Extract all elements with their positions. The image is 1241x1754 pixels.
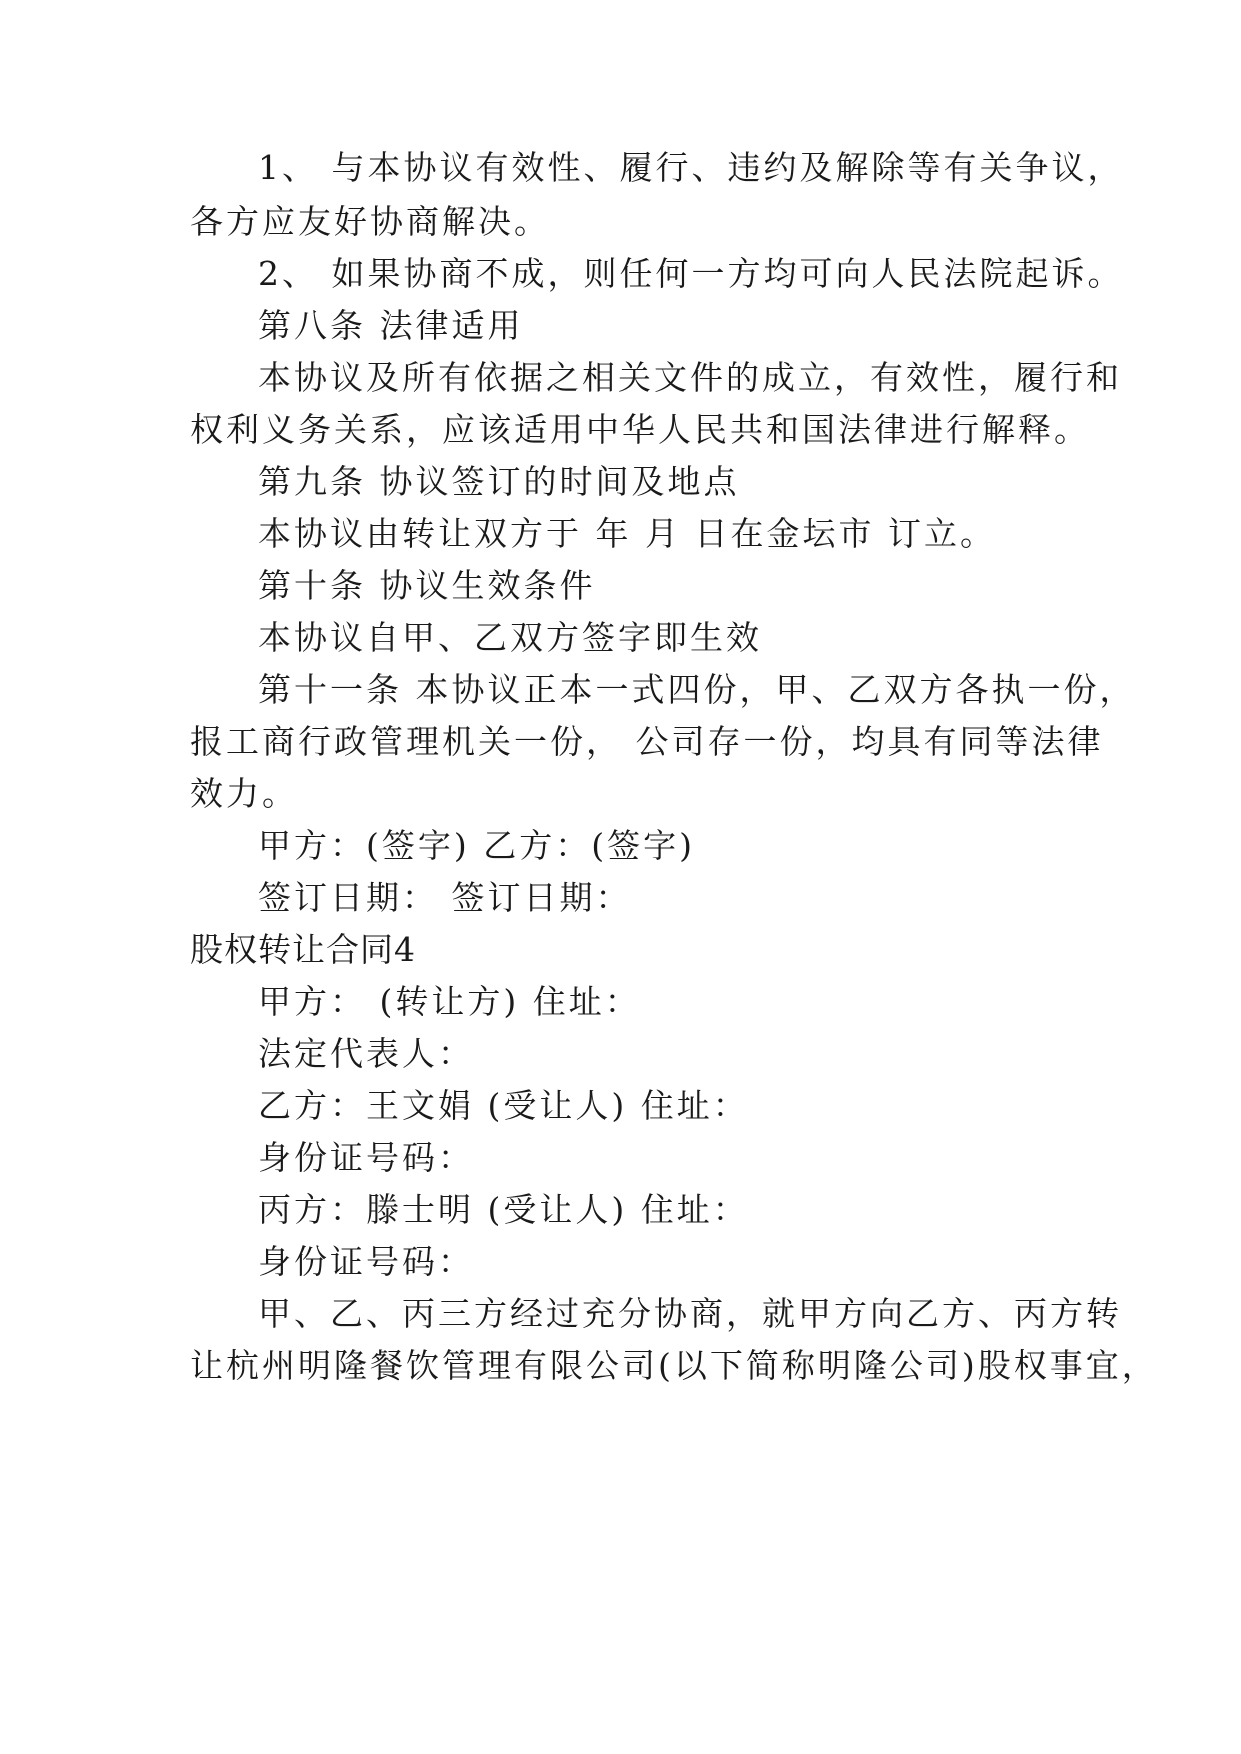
party-c-id-line: 身份证号码： [258,1242,474,1281]
legal-representative-line: 法定代表人： [258,1034,474,1073]
article-8-heading: 第八条 法律适用 [258,306,524,345]
preamble-line-1: 甲、乙、丙三方经过充分协商，就甲方向乙方、丙方转 [258,1294,1122,1333]
article-10-body: 本协议自甲、乙双方签字即生效 [258,618,762,657]
signature-line: 甲方：(签字) 乙方：(签字) [258,826,695,865]
contract-4-title: 股权转让合同4 [190,930,416,969]
signing-date-line: 签订日期： 签订日期： [258,878,632,917]
party-b-line: 乙方：王文娟 (受让人) 住址： [258,1086,749,1125]
party-b-id-line: 身份证号码： [258,1138,474,1177]
party-c-line: 丙方：滕士明 (受让人) 住址： [258,1190,749,1229]
party-a-line: 甲方： (转让方) 住址： [258,982,641,1021]
article-11-line-3: 效力。 [190,774,298,813]
article-9-heading: 第九条 协议签订的时间及地点 [258,462,740,501]
article-8-body-line-1: 本协议及所有依据之相关文件的成立，有效性，履行和 [258,358,1122,397]
article-10-heading: 第十条 协议生效条件 [258,566,596,605]
article-11-line-2: 报工商行政管理机关一份， 公司存一份，均具有同等法律 [190,722,1104,761]
preamble-line-2: 让杭州明隆餐饮管理有限公司(以下简称明隆公司)股权事宜， [190,1346,1158,1385]
article-9-body: 本协议由转让双方于 年 月 日在金坛市 订立。 [258,514,996,553]
clause-7-item-1-line-2: 各方应友好协商解决。 [190,202,550,241]
clause-7-item-1-line-1: 1、 与本协议有效性、履行、违约及解除等有关争议， [258,148,1124,187]
article-8-body-line-2: 权利义务关系，应该适用中华人民共和国法律进行解释。 [190,410,1090,449]
article-11-line-1: 第十一条 本协议正本一式四份，甲、乙双方各执一份， [258,670,1136,709]
clause-7-item-2: 2、 如果协商不成，则任何一方均可向人民法院起诉。 [258,254,1124,293]
